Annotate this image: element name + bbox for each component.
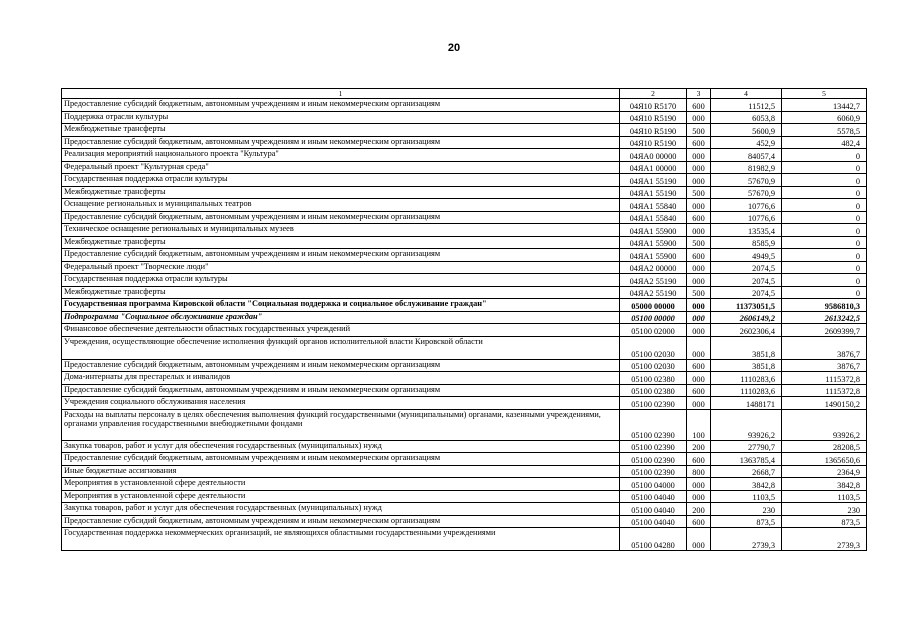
row-code-cell: 05100 02390: [620, 453, 687, 466]
row-value-year1-cell: 8585,9: [711, 236, 782, 249]
row-name-cell: Подпрограмма "Социальное обслуживание граждан": [62, 311, 620, 324]
row-value-year1-cell: 2074,5: [711, 286, 782, 299]
row-value-year1-cell: 2606149,2: [711, 311, 782, 324]
row-value-year1-cell: 11512,5: [711, 99, 782, 112]
row-value-year2-cell: 5578,5: [782, 124, 867, 137]
table-row: [62, 199, 867, 212]
table-row: [62, 299, 867, 312]
row-expense-type-cell: 500: [687, 236, 711, 249]
row-name-cell: Расходы на выплаты персоналу в целях обеспечения выполнения функций государственными (муниципальными) органами, казенными учреждениями, органами управления государственными внебюджетными фондами: [62, 409, 620, 440]
header-col-2: 2: [620, 89, 687, 99]
row-expense-type-cell: 000: [687, 528, 711, 551]
row-value-year2-cell: 93926,2: [782, 409, 867, 440]
row-name-cell: Предоставление субсидий бюджетным, автономным учреждениям и иным некоммерческим организациям: [62, 384, 620, 397]
table-row: [62, 359, 867, 372]
table-row: [62, 384, 867, 397]
table-row: [62, 528, 867, 551]
table-header-row: [62, 89, 867, 99]
row-name-cell: Реализация мероприятий национального проекта "Культура": [62, 149, 620, 162]
row-value-year1-cell: 873,5: [711, 515, 782, 528]
table-row: [62, 211, 867, 224]
row-expense-type-cell: 000: [687, 174, 711, 187]
row-code-cell: 05100 02390: [620, 409, 687, 440]
row-code-cell: 04ЯА1 55190: [620, 174, 687, 187]
row-code-cell: 05100 02390: [620, 465, 687, 478]
row-value-year2-cell: 6060,9: [782, 111, 867, 124]
row-expense-type-cell: 000: [687, 397, 711, 410]
row-expense-type-cell: 000: [687, 372, 711, 385]
row-value-year1-cell: 81982,9: [711, 161, 782, 174]
row-expense-type-cell: 600: [687, 136, 711, 149]
row-code-cell: 04ЯА1 00000: [620, 161, 687, 174]
row-value-year2-cell: 482,4: [782, 136, 867, 149]
row-name-cell: Предоставление субсидий бюджетным, автономным учреждениям и иным некоммерческим организациям: [62, 515, 620, 528]
row-code-cell: 05100 02380: [620, 384, 687, 397]
row-name-cell: Закупка товаров, работ и услуг для обеспечения государственных (муниципальных) нужд: [62, 440, 620, 453]
row-value-year2-cell: 2364,9: [782, 465, 867, 478]
page-number: 20: [447, 42, 461, 54]
row-code-cell: 05100 02000: [620, 324, 687, 337]
row-expense-type-cell: 000: [687, 274, 711, 287]
row-expense-type-cell: 100: [687, 409, 711, 440]
row-value-year1-cell: 5600,9: [711, 124, 782, 137]
row-value-year1-cell: 1110283,6: [711, 384, 782, 397]
table-row: [62, 515, 867, 528]
row-code-cell: 05100 04040: [620, 503, 687, 516]
row-code-cell: 05000 00000: [620, 299, 687, 312]
row-expense-type-cell: 000: [687, 111, 711, 124]
row-value-year2-cell: 0: [782, 249, 867, 262]
table-row: [62, 186, 867, 199]
row-value-year2-cell: 3876,7: [782, 359, 867, 372]
row-expense-type-cell: 000: [687, 149, 711, 162]
table-row: [62, 236, 867, 249]
row-value-year2-cell: 1103,5: [782, 490, 867, 503]
row-code-cell: 04ЯА1 55900: [620, 236, 687, 249]
row-name-cell: Государственная поддержка отрасли культуры: [62, 174, 620, 187]
row-code-cell: 05100 02390: [620, 440, 687, 453]
row-name-cell: Иные бюджетные ассигнования: [62, 465, 620, 478]
row-name-cell: Межбюджетные трансферты: [62, 124, 620, 137]
row-value-year2-cell: 0: [782, 174, 867, 187]
row-expense-type-cell: 800: [687, 465, 711, 478]
row-value-year1-cell: 27790,7: [711, 440, 782, 453]
table-row: [62, 372, 867, 385]
row-expense-type-cell: 000: [687, 299, 711, 312]
row-name-cell: Федеральный проект "Культурная среда": [62, 161, 620, 174]
row-code-cell: 04ЯА1 55900: [620, 224, 687, 237]
row-value-year1-cell: 13535,4: [711, 224, 782, 237]
row-name-cell: Предоставление субсидий бюджетным, автономным учреждениям и иным некоммерческим организациям: [62, 359, 620, 372]
row-expense-type-cell: 200: [687, 503, 711, 516]
row-code-cell: 04ЯА1 55840: [620, 199, 687, 212]
row-expense-type-cell: 500: [687, 124, 711, 137]
row-value-year2-cell: 0: [782, 186, 867, 199]
table-row: [62, 274, 867, 287]
row-value-year1-cell: 1110283,6: [711, 372, 782, 385]
row-value-year1-cell: 1363785,4: [711, 453, 782, 466]
row-value-year1-cell: 2074,5: [711, 274, 782, 287]
row-value-year1-cell: 230: [711, 503, 782, 516]
row-expense-type-cell: 600: [687, 211, 711, 224]
table-row: [62, 465, 867, 478]
row-value-year1-cell: 2739,3: [711, 528, 782, 551]
table-row: [62, 224, 867, 237]
row-code-cell: 05100 00000: [620, 311, 687, 324]
row-value-year2-cell: 9586810,3: [782, 299, 867, 312]
row-expense-type-cell: 500: [687, 186, 711, 199]
row-value-year1-cell: 2074,5: [711, 261, 782, 274]
row-value-year2-cell: 0: [782, 274, 867, 287]
row-name-cell: Государственная поддержка отрасли культуры: [62, 274, 620, 287]
row-value-year2-cell: 2609399,7: [782, 324, 867, 337]
table-row: [62, 311, 867, 324]
row-value-year1-cell: 84057,4: [711, 149, 782, 162]
row-name-cell: Поддержка отрасли культуры: [62, 111, 620, 124]
row-expense-type-cell: 500: [687, 286, 711, 299]
header-col-3: 3: [687, 89, 711, 99]
row-expense-type-cell: 000: [687, 199, 711, 212]
row-expense-type-cell: 000: [687, 324, 711, 337]
row-value-year1-cell: 6053,8: [711, 111, 782, 124]
row-value-year1-cell: 10776,6: [711, 199, 782, 212]
budget-table: [61, 88, 867, 551]
row-value-year2-cell: 1115372,8: [782, 372, 867, 385]
row-value-year2-cell: 0: [782, 199, 867, 212]
row-code-cell: 05100 04040: [620, 515, 687, 528]
row-expense-type-cell: 000: [687, 336, 711, 359]
table-row: [62, 409, 867, 440]
row-code-cell: 05100 04000: [620, 478, 687, 491]
row-expense-type-cell: 000: [687, 224, 711, 237]
row-code-cell: 05100 02030: [620, 359, 687, 372]
row-value-year1-cell: 3842,8: [711, 478, 782, 491]
row-value-year2-cell: 0: [782, 224, 867, 237]
row-code-cell: 04Я10 R5170: [620, 99, 687, 112]
row-value-year1-cell: 57670,9: [711, 174, 782, 187]
row-name-cell: Государственная поддержка некоммерческих организаций, не являющихся областными государственными учреждениями: [62, 528, 620, 551]
row-value-year1-cell: 4949,5: [711, 249, 782, 262]
row-value-year2-cell: 0: [782, 149, 867, 162]
row-name-cell: Предоставление субсидий бюджетным, автономным учреждениям и иным некоммерческим организациям: [62, 136, 620, 149]
row-value-year2-cell: 1365650,6: [782, 453, 867, 466]
table-row: [62, 249, 867, 262]
row-expense-type-cell: 000: [687, 311, 711, 324]
table-row: [62, 336, 867, 359]
header-col-1: 1: [62, 89, 620, 99]
row-value-year2-cell: 2613242,5: [782, 311, 867, 324]
row-value-year2-cell: 873,5: [782, 515, 867, 528]
header-col-4: 4: [711, 89, 782, 99]
row-expense-type-cell: 600: [687, 99, 711, 112]
table-row: [62, 490, 867, 503]
row-expense-type-cell: 600: [687, 249, 711, 262]
row-value-year1-cell: 2602306,4: [711, 324, 782, 337]
row-name-cell: Закупка товаров, работ и услуг для обеспечения государственных (муниципальных) нужд: [62, 503, 620, 516]
table-row: [62, 397, 867, 410]
row-name-cell: Государственная программа Кировской области "Социальная поддержка и социальное обслуживание граждан": [62, 299, 620, 312]
row-value-year2-cell: 3842,8: [782, 478, 867, 491]
table-row: [62, 174, 867, 187]
row-value-year1-cell: 3851,8: [711, 359, 782, 372]
row-name-cell: Мероприятия в установленной сфере деятельности: [62, 478, 620, 491]
row-expense-type-cell: 200: [687, 440, 711, 453]
row-name-cell: Межбюджетные трансферты: [62, 186, 620, 199]
row-code-cell: 05100 02380: [620, 372, 687, 385]
row-value-year1-cell: 1488171: [711, 397, 782, 410]
row-value-year2-cell: 3876,7: [782, 336, 867, 359]
row-code-cell: 04ЯА1 55190: [620, 186, 687, 199]
row-name-cell: Предоставление субсидий бюджетным, автономным учреждениям и иным некоммерческим организациям: [62, 453, 620, 466]
row-name-cell: Оснащение региональных и муниципальных театров: [62, 199, 620, 212]
row-value-year2-cell: 0: [782, 161, 867, 174]
row-value-year1-cell: 452,9: [711, 136, 782, 149]
table-row: [62, 99, 867, 112]
row-code-cell: 05100 04040: [620, 490, 687, 503]
table-row: [62, 149, 867, 162]
row-value-year2-cell: 2739,3: [782, 528, 867, 551]
row-expense-type-cell: 000: [687, 478, 711, 491]
row-value-year1-cell: 3851,8: [711, 336, 782, 359]
row-name-cell: Финансовое обеспечение деятельности областных государственных учреждений: [62, 324, 620, 337]
row-name-cell: Предоставление субсидий бюджетным, автономным учреждениям и иным некоммерческим организациям: [62, 99, 620, 112]
table-row: [62, 124, 867, 137]
row-value-year2-cell: 28208,5: [782, 440, 867, 453]
row-value-year1-cell: 10776,6: [711, 211, 782, 224]
row-code-cell: 04ЯА1 55900: [620, 249, 687, 262]
table-row: [62, 440, 867, 453]
row-name-cell: Федеральный проект "Творческие люди": [62, 261, 620, 274]
row-value-year2-cell: 0: [782, 286, 867, 299]
row-code-cell: 04ЯА0 00000: [620, 149, 687, 162]
row-name-cell: Учреждения, осуществляющие обеспечение исполнения функций органов исполнительной власти Кировской области: [62, 336, 620, 359]
row-value-year1-cell: 11373051,5: [711, 299, 782, 312]
table-row: [62, 503, 867, 516]
row-name-cell: Учреждения социального обслуживания населения: [62, 397, 620, 410]
row-expense-type-cell: 000: [687, 490, 711, 503]
row-value-year1-cell: 93926,2: [711, 409, 782, 440]
row-value-year2-cell: 1115372,8: [782, 384, 867, 397]
row-code-cell: 05100 02030: [620, 336, 687, 359]
row-expense-type-cell: 600: [687, 384, 711, 397]
row-expense-type-cell: 600: [687, 515, 711, 528]
row-name-cell: Межбюджетные трансферты: [62, 236, 620, 249]
row-name-cell: Предоставление субсидий бюджетным, автономным учреждениям и иным некоммерческим организациям: [62, 211, 620, 224]
row-value-year2-cell: 0: [782, 261, 867, 274]
row-code-cell: 04ЯА2 55190: [620, 274, 687, 287]
row-expense-type-cell: 000: [687, 161, 711, 174]
header-col-5: 5: [782, 89, 867, 99]
table-row: [62, 261, 867, 274]
table-row: [62, 161, 867, 174]
row-code-cell: 04ЯА1 55840: [620, 211, 687, 224]
table-row: [62, 286, 867, 299]
table-row: [62, 111, 867, 124]
row-value-year2-cell: 0: [782, 211, 867, 224]
row-code-cell: 05100 04280: [620, 528, 687, 551]
row-name-cell: Межбюджетные трансферты: [62, 286, 620, 299]
row-value-year1-cell: 1103,5: [711, 490, 782, 503]
row-value-year2-cell: 0: [782, 236, 867, 249]
row-name-cell: Дома-интернаты для престарелых и инвалидов: [62, 372, 620, 385]
row-code-cell: 04ЯА2 55190: [620, 286, 687, 299]
row-expense-type-cell: 600: [687, 453, 711, 466]
row-expense-type-cell: 600: [687, 359, 711, 372]
row-code-cell: 04ЯА2 00000: [620, 261, 687, 274]
table-row: [62, 453, 867, 466]
table-row: [62, 324, 867, 337]
row-expense-type-cell: 000: [687, 261, 711, 274]
row-code-cell: 05100 02390: [620, 397, 687, 410]
row-value-year2-cell: 1490150,2: [782, 397, 867, 410]
row-name-cell: Предоставление субсидий бюджетным, автономным учреждениям и иным некоммерческим организациям: [62, 249, 620, 262]
row-code-cell: 04Я10 R5190: [620, 124, 687, 137]
row-name-cell: Техническое оснащение региональных и муниципальных музеев: [62, 224, 620, 237]
row-name-cell: Мероприятия в установленной сфере деятельности: [62, 490, 620, 503]
table-row: [62, 136, 867, 149]
row-value-year2-cell: 230: [782, 503, 867, 516]
row-code-cell: 04Я10 R5190: [620, 111, 687, 124]
row-value-year1-cell: 2668,7: [711, 465, 782, 478]
row-value-year2-cell: 13442,7: [782, 99, 867, 112]
table-row: [62, 478, 867, 491]
row-code-cell: 04Я10 R5190: [620, 136, 687, 149]
row-value-year1-cell: 57670,9: [711, 186, 782, 199]
